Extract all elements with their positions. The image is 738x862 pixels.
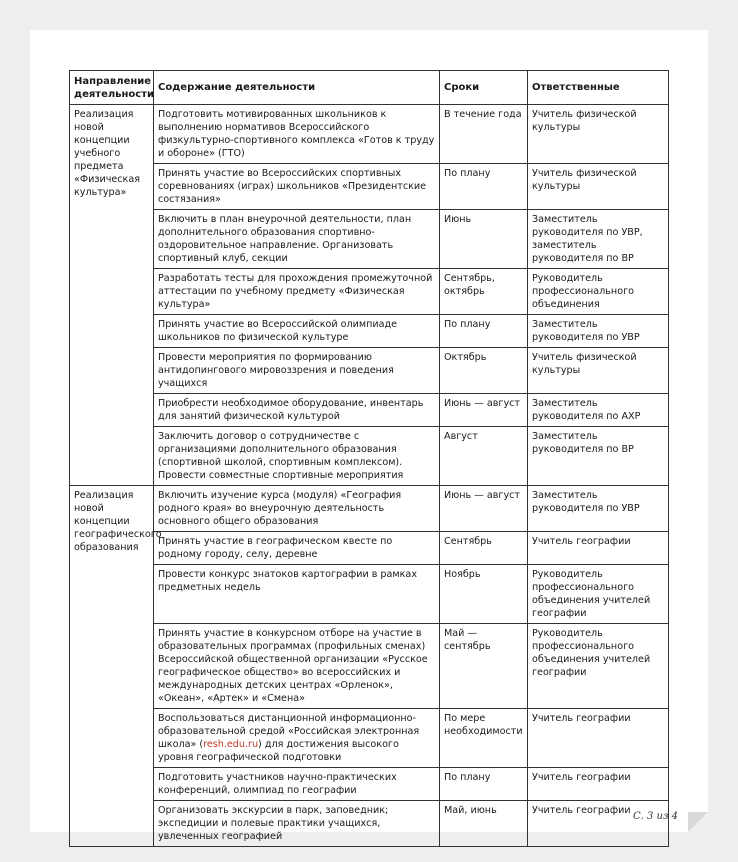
content-cell: Принять участие во Всероссийских спортивных соревнованиях (играх) школьников «Президентские состязания» [154,164,440,210]
responsible-cell: Учитель физической культуры [528,164,669,210]
table-row [70,164,669,210]
responsible-cell: Руководитель профессионального объединения [528,269,669,315]
table-row [70,486,669,532]
responsible-cell: Заместитель руководителя по УВР [528,486,669,532]
content-cell: Принять участие в географическом квесте по родному городу, селу, деревне [154,532,440,565]
terms-cell: Май, июнь [440,801,528,847]
resh-link[interactable]: resh.edu.ru [203,739,259,750]
responsible-cell: Руководитель профессионального объединения учителей географии [528,624,669,709]
terms-cell: Ноябрь [440,565,528,624]
terms-cell: По мере необходимости [440,709,528,768]
table-row [70,565,669,624]
document-page [30,30,708,842]
content-text-after: ) для достижения высокого уровня географической подготовки [158,739,399,763]
responsible-cell: Заместитель руководителя по ВР [528,427,669,486]
responsible-cell: Заместитель руководителя по УВР, заместитель руководителя по ВР [528,210,669,269]
content-cell [154,709,440,768]
table-row [70,624,669,709]
direction-cell: Реализация новой концепции географического образования [70,486,154,847]
page-number: С. 3 из 4 [633,811,678,822]
terms-cell: Май — сентябрь [440,624,528,709]
table-row [70,348,669,394]
table-row [70,768,669,801]
content-cell: Приобрести необходимое оборудование, инвентарь для занятий физической культурой [154,394,440,427]
responsible-cell: Учитель физической культуры [528,348,669,394]
terms-cell: По плану [440,768,528,801]
content-cell: Включить в план внеурочной деятельности, план дополнительного образования спортивно-оздоровительное направление. Организовать спортивный клуб, секции [154,210,440,269]
table-row [70,532,669,565]
content-cell: Провести конкурс знатоков картографии в рамках предметных недель [154,565,440,624]
responsible-cell: Заместитель руководителя по УВР [528,315,669,348]
table-row [70,210,669,269]
table-row [70,801,669,847]
content-cell: Разработать тесты для прохождения промежуточной аттестации по учебному предмету «Физическая культура» [154,269,440,315]
terms-cell: Октябрь [440,348,528,394]
content-cell: Организовать экскурсии в парк, заповедник; экспедиции и полевые практики учащихся, увлеченных географией [154,801,440,847]
terms-cell: Июнь — август [440,486,528,532]
table-header-row [70,71,669,105]
table-row [70,709,669,768]
content-cell: Заключить договор о сотрудничестве с организациями дополнительного образования (спортивной школой, спортивным комплексом). Провести совместные спортивные мероприятия [154,427,440,486]
terms-cell: По плану [440,164,528,210]
responsible-cell: Учитель географии [528,709,669,768]
content-cell: Включить изучение курса (модуля) «География родного края» во внеурочную деятельность основного общего образования [154,486,440,532]
responsible-cell: Учитель физической культуры [528,105,669,164]
page-corner-fold [688,812,708,832]
responsible-cell: Руководитель профессионального объединения учителей географии [528,565,669,624]
terms-cell: По плану [440,315,528,348]
table-row [70,269,669,315]
plan-table [69,70,669,847]
terms-cell: Сентябрь, октябрь [440,269,528,315]
header-terms: Сроки [440,71,528,105]
content-cell: Подготовить участников научно-практических конференций, олимпиад по географии [154,768,440,801]
table-row [70,105,669,164]
header-direction: Направление деятельности [70,71,154,105]
terms-cell: Июнь [440,210,528,269]
table-row [70,427,669,486]
terms-cell: Июнь — август [440,394,528,427]
terms-cell: Август [440,427,528,486]
responsible-cell: Учитель географии [528,801,669,847]
table-row [70,394,669,427]
header-content: Содержание деятельности [154,71,440,105]
direction-cell: Реализация новой концепции учебного предмета «Физическая культура» [70,105,154,486]
content-cell: Подготовить мотивированных школьников к выполнению нормативов Всероссийского физкультурно-спортивного комплекса «Готов к труду и обороне» (ГТО) [154,105,440,164]
terms-cell: Сентябрь [440,532,528,565]
responsible-cell: Учитель географии [528,532,669,565]
content-cell: Принять участие в конкурсном отборе на участие в образовательных программах (профильных сменах) Всероссийской общественной организации «Русское географическое общество» во всероссийских и международных детских центрах «Орленок», «Океан», «Артек» и «Смена» [154,624,440,709]
header-responsible: Ответственные [528,71,669,105]
responsible-cell: Учитель географии [528,768,669,801]
table-row [70,315,669,348]
responsible-cell: Заместитель руководителя по АХР [528,394,669,427]
content-cell: Провести мероприятия по формированию антидопингового мировоззрения и поведения учащихся [154,348,440,394]
terms-cell: В течение года [440,105,528,164]
content-text-before: Воспользоваться дистанционной информационно-образовательной средой «Российская электронная школа» ( [158,713,420,750]
content-cell: Принять участие во Всероссийской олимпиаде школьников по физической культуре [154,315,440,348]
